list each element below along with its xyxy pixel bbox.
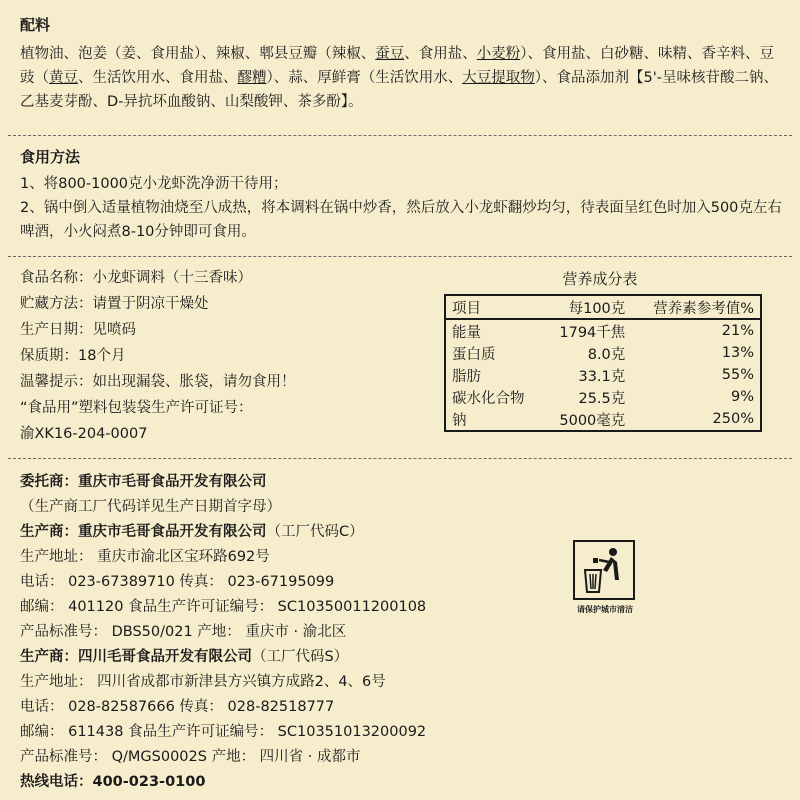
recycle-caption: 请保护城市清洁 xyxy=(577,605,633,614)
manufacturer-1-address: 生产地址： 重庆市渝北区宝环路692号 xyxy=(20,549,270,565)
manufacturer-2-postcode: 邮编： 611438 食品生产许可证编号： SC10351013200092 xyxy=(20,724,427,740)
nutrient-nrv: 21% xyxy=(721,323,754,339)
manufacturer-1-line xyxy=(20,520,364,541)
hotline: 热线电话：400-023-0100 xyxy=(20,774,206,790)
nutrition-table xyxy=(444,294,762,432)
manufacturer-1-label: 生产商： xyxy=(20,524,78,540)
usage-step-1: 1、将800-1000克小龙虾洗净沥干待用； xyxy=(20,176,288,192)
manufacturer-2-name: 四川毛哥食品开发有限公司 xyxy=(78,649,252,665)
product-name: 食品名称：小龙虾调料（十三香味） xyxy=(20,270,252,286)
ingredient-text: 、食用盐、 xyxy=(404,46,477,62)
table-row xyxy=(445,342,761,364)
usage-step-2: 2、锅中倒入适量植物油烧至八成热，将本调料在锅中炒香，然后放入小龙虾翻炒均匀，待表面呈红色时加入500克左右啤酒，小火闷煮8-10分钟即可食用。 xyxy=(20,200,782,240)
manufacturer-1-standard: 产品标准号： DBS50/021 产地： 重庆市 · 渝北区 xyxy=(20,624,347,640)
table-row xyxy=(445,319,761,342)
nutrient-amount: 1794千焦 xyxy=(559,324,626,341)
manufacturer-1-name: 重庆市毛哥食品开发有限公司 xyxy=(78,524,267,540)
manufacturer-1-phone: 电话： 023-67389710 传真： 023-67195099 xyxy=(20,574,335,590)
divider xyxy=(8,256,792,257)
allergen-ingredient: 蚕豆 xyxy=(375,46,405,62)
nutrient-amount: 5000毫克 xyxy=(559,412,626,429)
package-license-label: “食品用”塑料包装袋生产许可证号： xyxy=(20,400,253,416)
header-item: 项目 xyxy=(452,300,481,317)
nutrient-nrv: 250% xyxy=(712,411,754,427)
divider xyxy=(8,458,792,459)
usage-title: 食用方法 xyxy=(20,148,81,166)
allergen-ingredient: 小麦粉 xyxy=(476,46,521,62)
header-nrv: 营养素参考值% xyxy=(653,300,754,317)
warning-tip: 温馨提示：如出现漏袋、胀袋，请勿食用！ xyxy=(20,374,296,390)
manufacturer-1-postcode: 邮编： 401120 食品生产许可证编号： SC10350011200108 xyxy=(20,599,427,615)
table-row xyxy=(445,386,761,408)
production-date: 生产日期：见喷码 xyxy=(20,322,136,338)
manufacturer-1-code: （工厂代码C） xyxy=(266,524,364,540)
ingredient-text: ）、食品添加剂【5'-呈味核苷酸二钠、乙基麦芽酚、D-异抗坏血酸钠、山梨酸钾、茶多酚】。 xyxy=(20,70,778,110)
allergen-ingredient: 醪糟 xyxy=(237,70,267,86)
ingredients-title: 配料 xyxy=(20,16,51,34)
manufacturer-2-phone: 电话： 028-82587666 传真： 028-82518777 xyxy=(20,699,335,715)
package-license-number: 渝XK16-204-0007 xyxy=(20,426,148,442)
ingredient-text: 、生活饮用水、食用盐、 xyxy=(78,70,238,86)
ingredient-text: 植物油、泡姜（姜、食用盐）、辣椒、郫县豆瓣（辣椒、 xyxy=(20,46,376,62)
table-row xyxy=(445,364,761,386)
nutrient-amount: 25.5克 xyxy=(578,390,626,407)
nutrient-amount: 8.0克 xyxy=(587,346,626,363)
nutrient-nrv: 55% xyxy=(721,367,754,383)
nutrient-name: 碳水化合物 xyxy=(452,390,525,407)
nutrient-name: 能量 xyxy=(452,324,481,341)
shelf-life: 保质期：18个月 xyxy=(20,348,126,364)
divider xyxy=(8,135,792,136)
client-label: 委托商： xyxy=(20,474,78,490)
manufacturer-2-label: 生产商： xyxy=(20,649,78,665)
nutrient-name: 蛋白质 xyxy=(452,346,496,363)
nutrition-header-row xyxy=(445,295,761,319)
client-name: 重庆市毛哥食品开发有限公司 xyxy=(78,474,267,490)
nutrient-amount: 33.1克 xyxy=(578,368,626,385)
storage-method: 贮藏方法：请置于阴凉干燥处 xyxy=(20,296,209,312)
allergen-ingredient: 大豆提取物 xyxy=(462,70,535,86)
header-per-100g: 每100克 xyxy=(568,300,626,317)
nutrient-nrv: 13% xyxy=(721,345,754,361)
manufacturer-2-standard: 产品标准号： Q/MGS0002S 产地： 四川省 · 成都市 xyxy=(20,749,361,765)
nutrient-name: 脂肪 xyxy=(452,368,481,385)
ingredient-text: ）、蒜、厚鲜膏（生活饮用水、 xyxy=(266,70,463,86)
nutrition-title: 营养成分表 xyxy=(562,270,638,288)
manufacturer-2-line xyxy=(20,645,348,666)
manufacturer-2-code: （工厂代码S） xyxy=(252,649,349,665)
manufacturer-2-address: 生产地址： 四川省成都市新津县方兴镇方成路2、4、6号 xyxy=(20,674,386,690)
client-line xyxy=(20,470,267,491)
recycle-bin-icon xyxy=(573,540,635,600)
ingredients-text xyxy=(20,42,788,114)
client-note: （生产商工厂代码详见生产日期首字母） xyxy=(20,499,281,515)
allergen-ingredient: 黄豆 xyxy=(49,70,78,86)
ingredient-text: ）、食用盐、白砂糖、味精、香辛料、豆豉（ xyxy=(20,46,774,86)
table-row xyxy=(445,408,761,431)
nutrient-nrv: 9% xyxy=(730,389,754,405)
nutrient-name: 钠 xyxy=(452,412,467,429)
